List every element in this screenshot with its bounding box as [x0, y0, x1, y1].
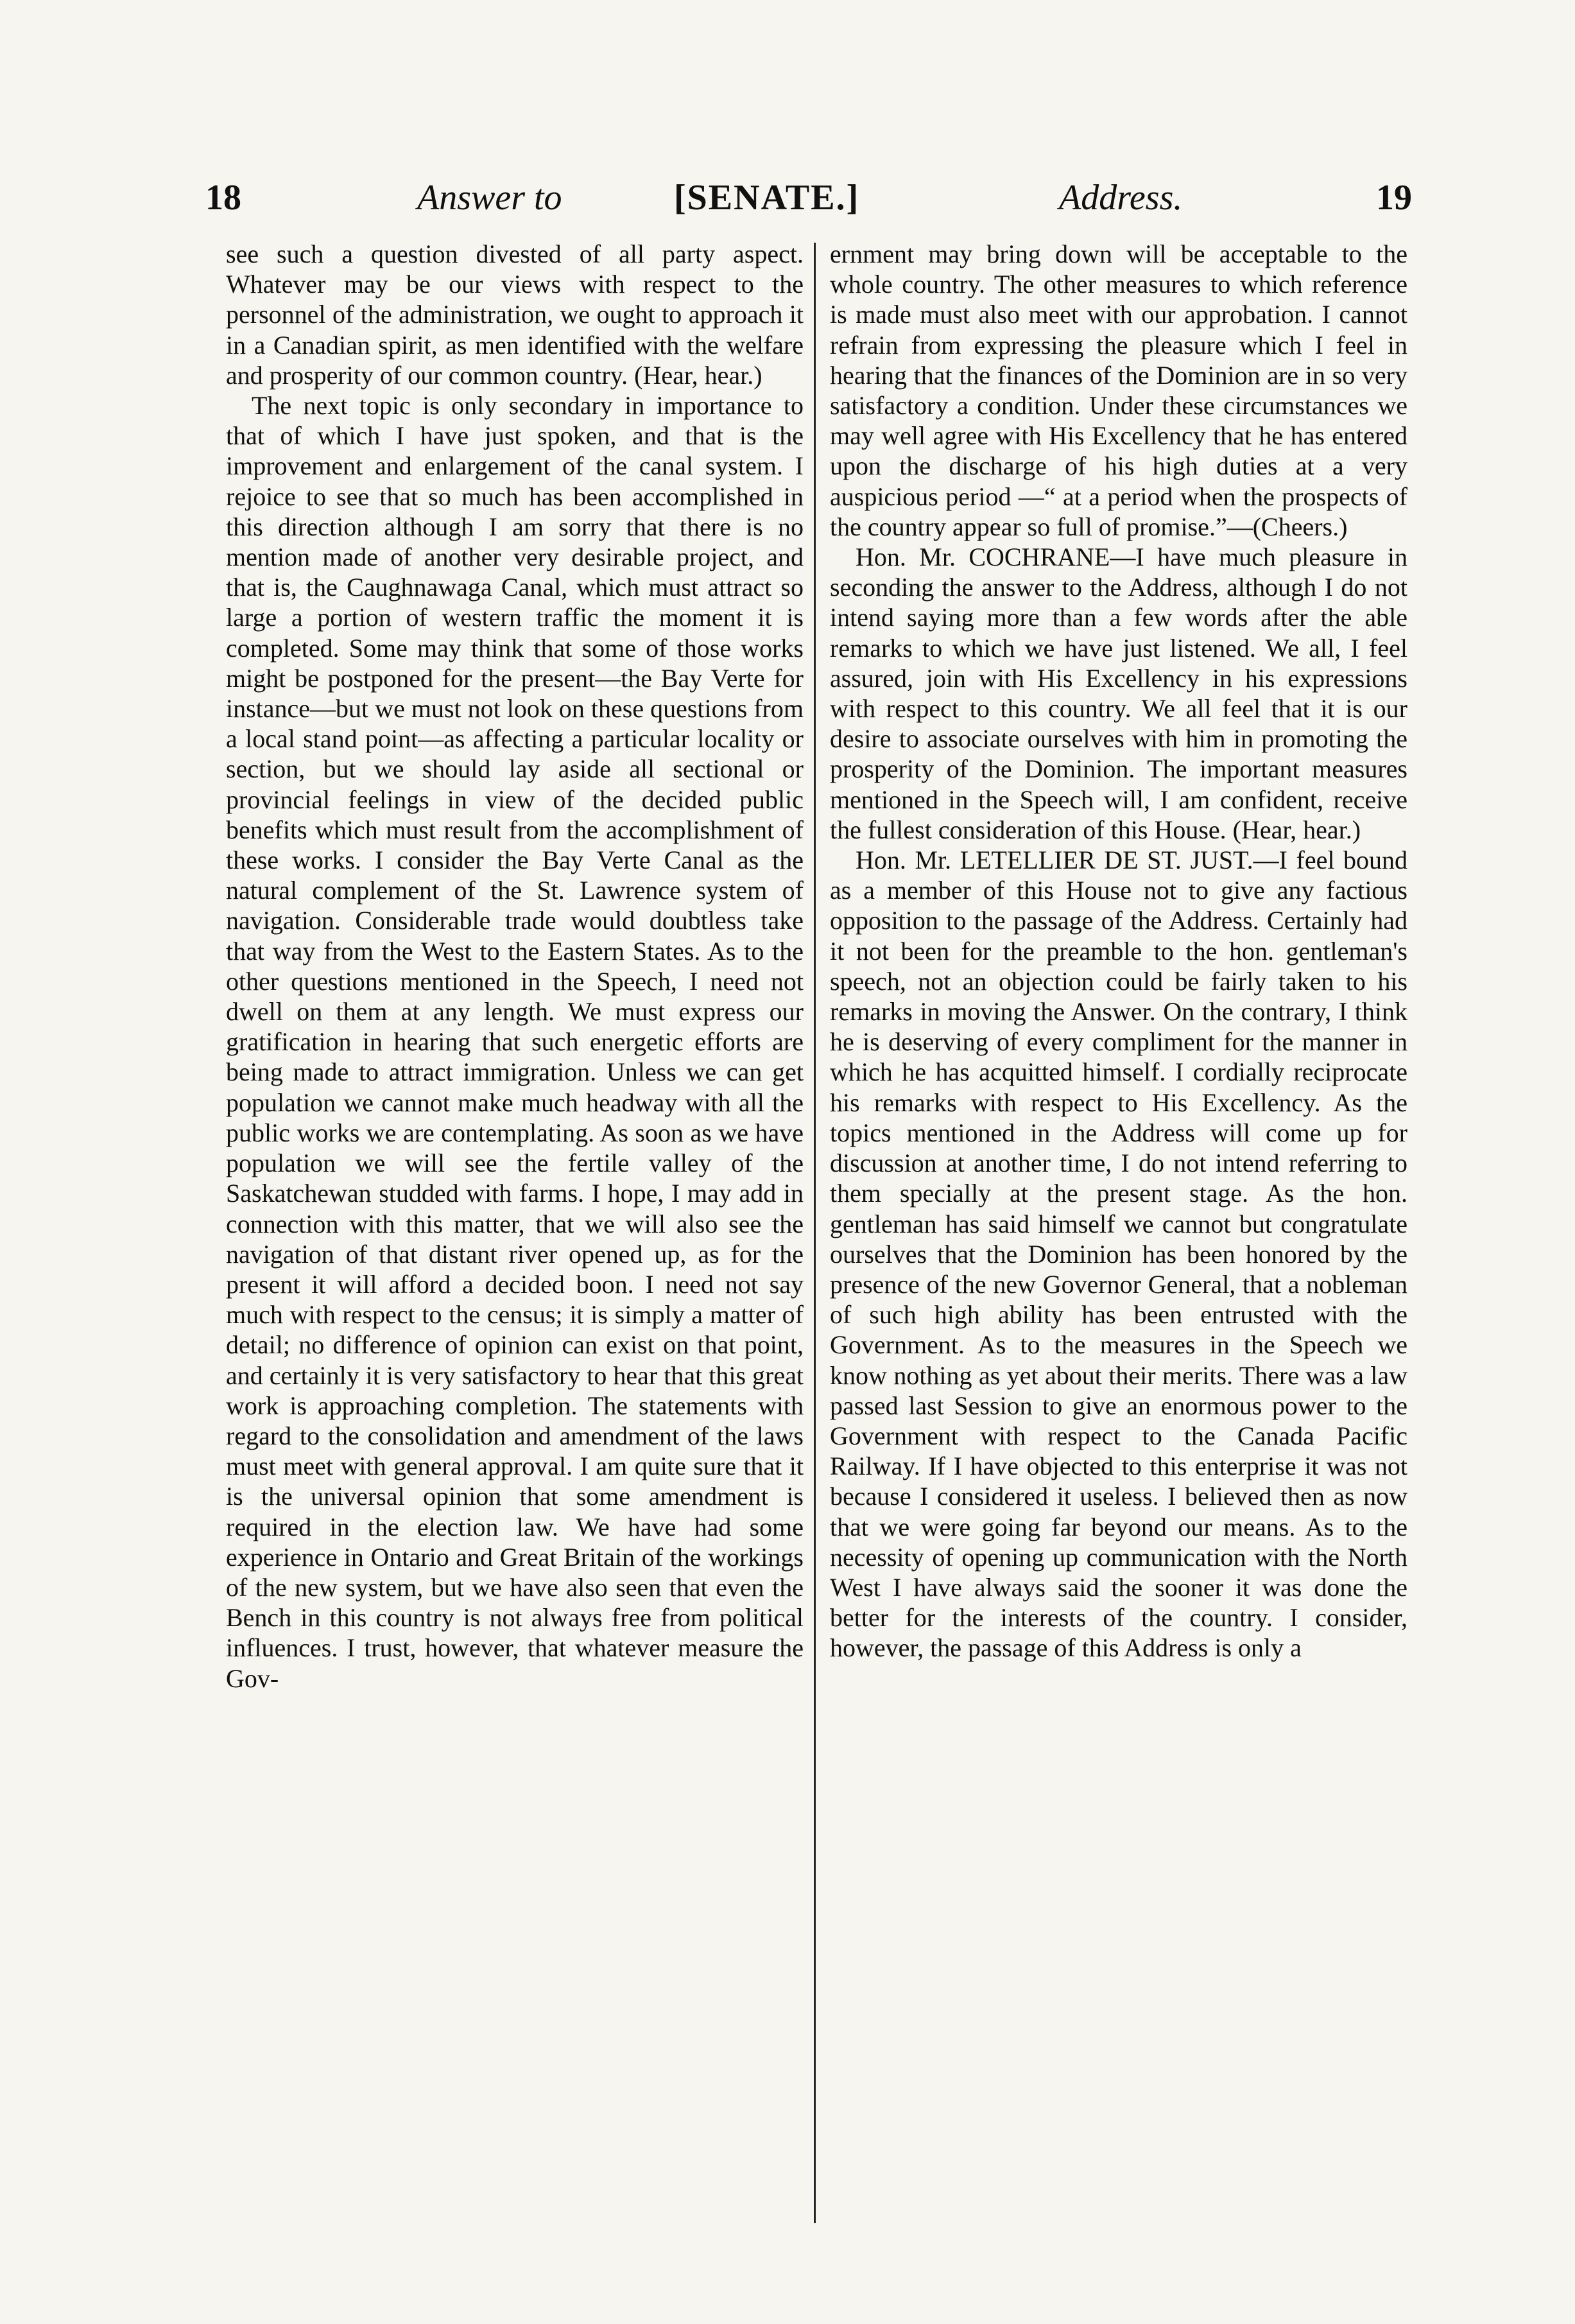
paragraph: ernment may bring down will be acceptable to the whole country. The other measures to which reference is made must also meet with our approbation. I cannot refrain from expressing the pleasure which I feel in hearing that the finances of the Dominion are in so very satisfactory a condition. Under these circumstances we may well agree with His Excellency that he has entered upon the discharge of his high duties at a very auspicious period —“ at a period when the prospects of the country appear so full of promise.”—(Cheers.): [830, 239, 1407, 541]
header-title-right: Address.: [1059, 178, 1183, 218]
header-title-center: [SENATE.]: [674, 178, 860, 218]
paragraph: see such a question divested of all party aspect. Whatever may be our views with respect to the personnel of the administration, we ought to approach it in a Canadian spirit, as men identified with the welfare and prosperity of our common country. (Hear, hear.): [226, 239, 804, 390]
column-divider: [814, 243, 816, 2223]
left-text-column: [226, 239, 804, 1694]
paragraph: Hon. Mr. COCHRANE—I have much pleasure in seconding the answer to the Address, although I do not intend saying more than a few words after the able remarks to which we have just listened. We all, I feel assured, join with His Excellency in his expressions with respect to this country. We all feel that it is our desire to associate ourselves with him in promoting the prosperity of the Dominion. The important measures mentioned in the Speech will, I am confident, receive the fullest consideration of this House. (Hear, hear.): [830, 542, 1407, 844]
page-number-right: 19: [1376, 178, 1412, 218]
running-header: [205, 172, 1412, 223]
header-title-left: Answer to: [417, 178, 562, 218]
paragraph: The next topic is only secondary in importance to that of which I have just spoken, and that is the improvement and enlargement of the canal system. I rejoice to see that so much has been accomplished in this direction although I am sorry that there is no mention made of another very desirable project, and that is, the Caughnawaga Canal, which must attract so large a portion of western traffic the moment it is completed. Some may think that some of those works might be postponed for the present—the Bay Verte for instance—but we must not look on these questions from a local stand point—as affecting a particular locality or section, but we should lay aside all sectional or provincial feelings in view of the decided public benefits which must result from the accomplishment of these works. I consider the Bay Verte Canal as the natural complement of the St. Lawrence system of navigation. Considerable trade would doubtless take that way from the West to the Eastern States. As to the other questions mentioned in the Speech, I need not dwell on them at any length. We must express our gratification in hearing that such energetic efforts are being made to attract immigration. Unless we can get population we cannot make much headway with all the public works we are contemplating. As soon as we have population we will see the fertile valley of the Saskatchewan studded with farms. I hope, I may add in connection with this matter, that we will also see the navigation of that distant river opened up, as for the present it will afford a decided boon. I need not say much with respect to the census; it is simply a matter of detail; no difference of opinion can exist on that point, and certainly it is very satisfactory to hear that this great work is approaching completion. The statements with regard to the consolidation and amendment of the laws must meet with general approval. I am quite sure that it is the universal opinion that some amendment is required in the election law. We have had some experience in Ontario and Great Britain of the workings of the new system, but we have also seen that even the Bench in this country is not always free from political influences. I trust, however, that whatever measure the Gov-: [226, 391, 804, 1693]
paragraph: Hon. Mr. LETELLIER DE ST. JUST.—I feel bound as a member of this House not to give any factious opposition to the passage of the Address. Certainly had it not been for the preamble to the hon. gentleman's speech, not an objection could be fairly taken to his remarks in moving the Answer. On the contrary, I think he is deserving of every compliment for the manner in which he has acquitted himself. I cordially reciprocate his remarks with respect to His Excellency. As the topics mentioned in the Address will come up for discussion at another time, I do not intend referring to them specially at the present stage. As the hon. gentleman has said himself we cannot but congratulate ourselves that the Dominion has been honored by the presence of the new Governor General, that a nobleman of such high ability has been entrusted with the Government. As to the measures in the Speech we know nothing as yet about their merits. There was a law passed last Session to give an enormous power to the Government with respect to the Canada Pacific Railway. If I have objected to this enterprise it was not because I considered it useless. I believed then as now that we were going far beyond our means. As to the necessity of opening up communication with the North West I have always said the sooner it was done the better for the interests of the country. I consider, however, the passage of this Address is only a: [830, 845, 1407, 1663]
page-number-left: 18: [205, 178, 241, 218]
right-text-column: [830, 239, 1407, 1663]
